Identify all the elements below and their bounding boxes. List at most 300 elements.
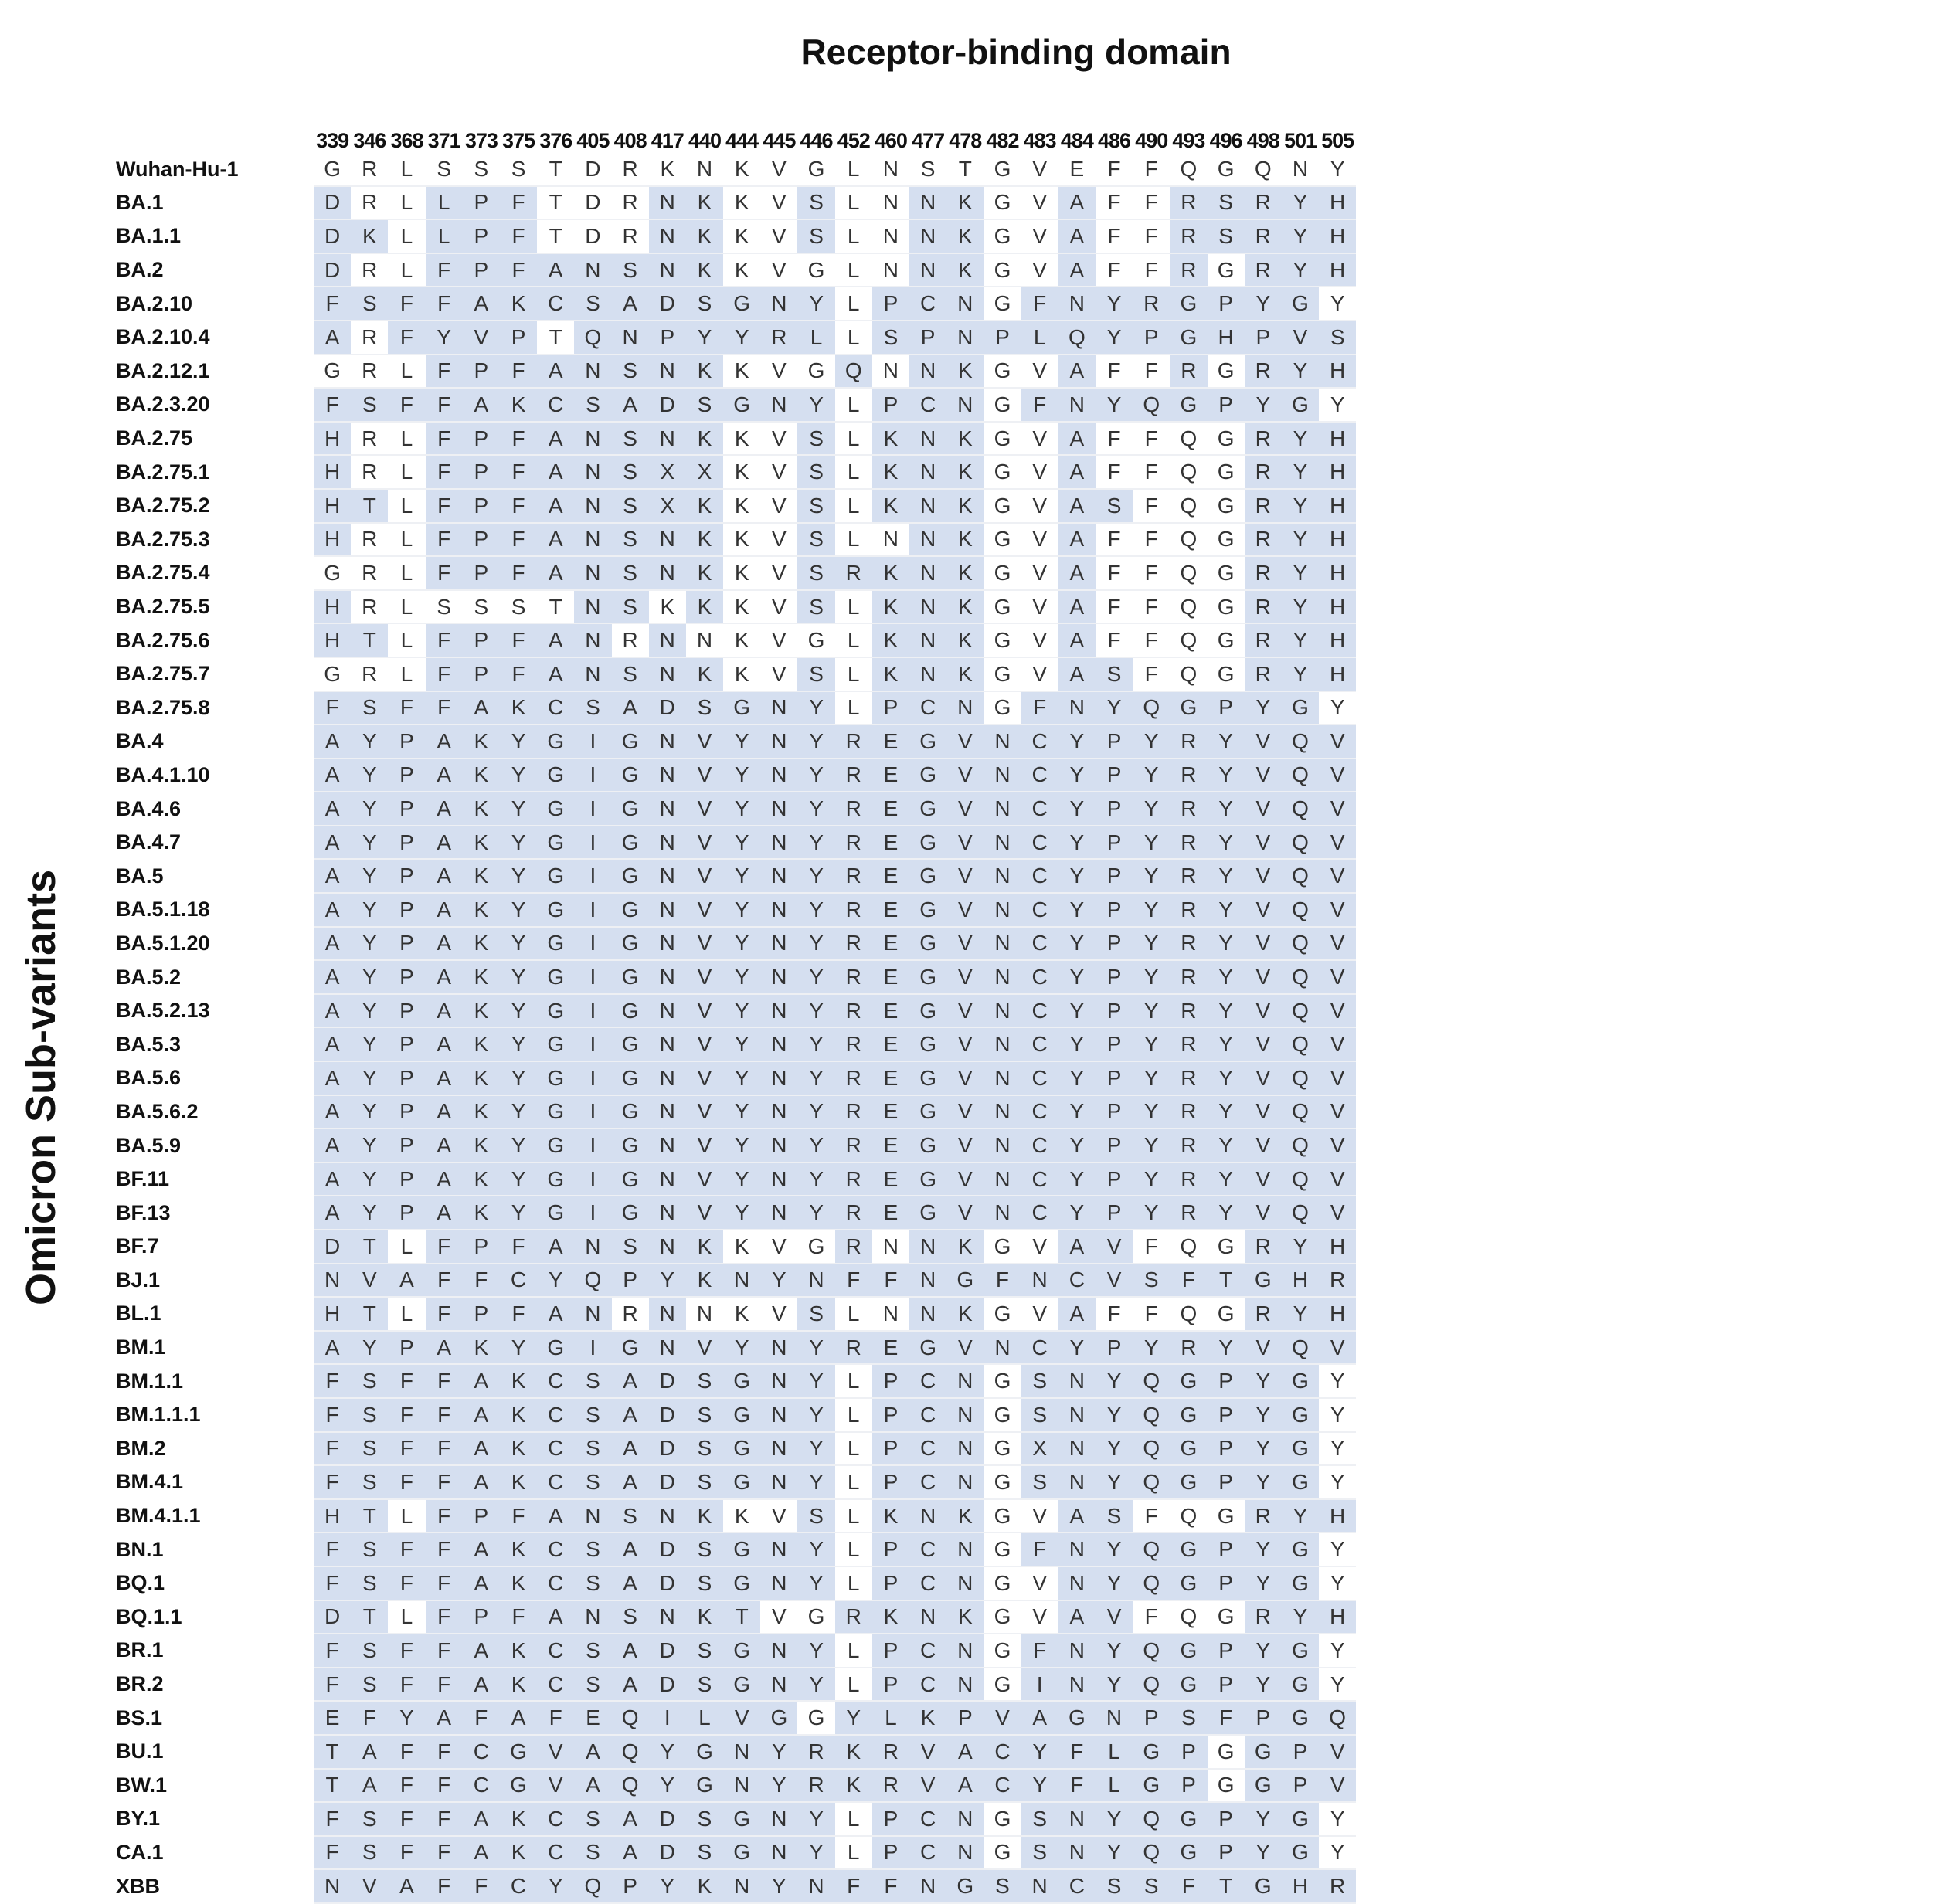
- residue-cell: K: [463, 1128, 500, 1162]
- residue-cell: S: [612, 1230, 649, 1264]
- residue-cell: G: [946, 1264, 984, 1298]
- residue-cell: Y: [500, 759, 537, 792]
- residue-cell: T: [537, 153, 574, 186]
- residue-cell: K: [946, 1600, 984, 1634]
- residue-cell: V: [946, 826, 984, 860]
- residue-cell: K: [500, 388, 537, 422]
- residue-cell: Y: [500, 1128, 537, 1162]
- residue-cell: G: [797, 1600, 834, 1634]
- residue-cell: G: [797, 253, 834, 287]
- residue-cell: N: [946, 1364, 984, 1398]
- residue-cell: V: [351, 1264, 388, 1298]
- residue-cell: K: [686, 1499, 723, 1533]
- residue-cell: F: [1133, 355, 1170, 389]
- residue-cell: I: [574, 1095, 611, 1129]
- residue-cell: N: [872, 253, 909, 287]
- residue-cell: V: [760, 355, 797, 389]
- residue-cell: T: [537, 321, 574, 355]
- residue-cell: V: [760, 153, 797, 186]
- residue-cell: V: [686, 1027, 723, 1061]
- residue-cell: P: [946, 1701, 984, 1735]
- residue-cell: L: [388, 1600, 425, 1634]
- residue-cell: V: [1245, 759, 1282, 792]
- residue-cell: N: [872, 186, 909, 220]
- residue-cell: L: [835, 590, 872, 624]
- residue-cell: V: [1245, 1027, 1282, 1061]
- residue-cell: A: [426, 826, 463, 860]
- residue-cell: K: [463, 1162, 500, 1196]
- residue-cell: Y: [1058, 759, 1096, 792]
- residue-cell: R: [351, 422, 388, 456]
- residue-cell: N: [872, 1230, 909, 1264]
- residue-cell: F: [426, 388, 463, 422]
- residue-cell: F: [314, 1465, 351, 1499]
- residue-cell: S: [574, 1836, 611, 1870]
- residue-cell: V: [946, 759, 984, 792]
- residue-cell: D: [649, 1634, 686, 1668]
- residue-cell: F: [1170, 1869, 1207, 1903]
- residue-cell: N: [314, 1264, 351, 1298]
- residue-cell: L: [1096, 1769, 1133, 1803]
- residue-cell: Y: [351, 893, 388, 927]
- residue-cell: K: [500, 1532, 537, 1566]
- residue-cell: K: [686, 1230, 723, 1264]
- residue-cell: C: [909, 1398, 946, 1432]
- residue-cell: V: [1319, 1331, 1356, 1365]
- residue-cell: H: [1208, 321, 1245, 355]
- residue-cell: K: [500, 1398, 537, 1432]
- residue-cell: S: [612, 1600, 649, 1634]
- residue-cell: X: [1021, 1432, 1058, 1466]
- position-label: 346: [353, 129, 386, 152]
- residue-cell: A: [1021, 1701, 1058, 1735]
- residue-cell: G: [1208, 1600, 1245, 1634]
- residue-cell: N: [649, 1600, 686, 1634]
- residue-cell: Y: [1245, 1465, 1282, 1499]
- residue-cell: F: [426, 253, 463, 287]
- position-label: 498: [1246, 129, 1279, 152]
- variant-row: [116, 1869, 1356, 1903]
- residue-cell: N: [760, 1532, 797, 1566]
- residue-cell: Y: [1133, 960, 1170, 994]
- residue-cell: R: [1170, 1331, 1207, 1365]
- position-label: 445: [763, 129, 796, 152]
- residue-cell: K: [872, 1600, 909, 1634]
- residue-cell: V: [760, 523, 797, 557]
- variant-name: BF.7: [116, 1234, 159, 1258]
- residue-cell: Q: [1282, 927, 1319, 961]
- residue-cell: E: [872, 1196, 909, 1230]
- residue-cell: V: [1245, 1162, 1282, 1196]
- residue-cell: N: [984, 1095, 1021, 1129]
- residue-cell: L: [388, 253, 425, 287]
- residue-cell: F: [388, 287, 425, 321]
- residue-cell: A: [1058, 590, 1096, 624]
- residue-cell: R: [351, 355, 388, 389]
- residue-cell: Y: [1282, 657, 1319, 691]
- residue-cell: Q: [1170, 1499, 1207, 1533]
- residue-cell: C: [463, 1735, 500, 1769]
- residue-cell: K: [649, 590, 686, 624]
- residue-cell: N: [686, 1297, 723, 1331]
- residue-cell: K: [946, 186, 984, 220]
- residue-cell: N: [574, 590, 611, 624]
- residue-cell: F: [426, 1735, 463, 1769]
- residue-cell: T: [351, 623, 388, 657]
- residue-cell: N: [760, 1061, 797, 1095]
- residue-cell: P: [1208, 1465, 1245, 1499]
- residue-cell: R: [835, 994, 872, 1028]
- residue-cell: K: [686, 355, 723, 389]
- residue-cell: Q: [574, 321, 611, 355]
- residue-cell: V: [760, 1230, 797, 1264]
- residue-cell: T: [1208, 1264, 1245, 1298]
- residue-cell: S: [686, 388, 723, 422]
- residue-cell: N: [574, 1600, 611, 1634]
- residue-cell: V: [1021, 422, 1058, 456]
- residue-cell: Y: [1245, 1836, 1282, 1870]
- residue-cell: G: [537, 1196, 574, 1230]
- residue-cell: N: [612, 321, 649, 355]
- residue-cell: K: [463, 1027, 500, 1061]
- position-label: 496: [1209, 129, 1242, 152]
- residue-cell: A: [1058, 1230, 1096, 1264]
- residue-cell: G: [314, 556, 351, 590]
- residue-cell: N: [1282, 153, 1319, 186]
- residue-cell: Y: [351, 960, 388, 994]
- residue-cell: T: [314, 1735, 351, 1769]
- variant-name: BJ.1: [116, 1268, 161, 1291]
- residue-cell: C: [1021, 859, 1058, 893]
- residue-cell: N: [574, 523, 611, 557]
- residue-cell: F: [463, 1869, 500, 1903]
- residue-cell: F: [1021, 691, 1058, 725]
- residue-cell: V: [686, 1095, 723, 1129]
- residue-cell: G: [1170, 1364, 1207, 1398]
- residue-cell: V: [1021, 657, 1058, 691]
- residue-cell: K: [463, 893, 500, 927]
- residue-cell: P: [463, 1499, 500, 1533]
- residue-cell: P: [463, 455, 500, 489]
- residue-cell: H: [1319, 590, 1356, 624]
- residue-cell: R: [835, 1331, 872, 1365]
- residue-cell: N: [909, 1499, 946, 1533]
- residue-cell: V: [946, 1162, 984, 1196]
- residue-cell: G: [537, 994, 574, 1028]
- residue-cell: Y: [797, 927, 834, 961]
- residue-cell: Y: [1133, 792, 1170, 826]
- residue-cell: Y: [1208, 1196, 1245, 1230]
- residue-cell: E: [872, 759, 909, 792]
- residue-cell: Y: [760, 1264, 797, 1298]
- residue-cell: P: [463, 489, 500, 523]
- residue-cell: Y: [500, 994, 537, 1028]
- residue-cell: K: [686, 489, 723, 523]
- residue-cell: S: [351, 1566, 388, 1600]
- residue-cell: S: [351, 1465, 388, 1499]
- variant-name: XBB: [116, 1874, 161, 1898]
- residue-cell: L: [835, 691, 872, 725]
- residue-cell: Y: [351, 1095, 388, 1129]
- residue-cell: G: [1245, 1769, 1282, 1803]
- residue-cell: V: [909, 1735, 946, 1769]
- residue-cell: Y: [537, 1869, 574, 1903]
- residue-cell: G: [723, 1364, 760, 1398]
- residue-cell: R: [1245, 253, 1282, 287]
- residue-cell: F: [500, 355, 537, 389]
- residue-cell: R: [835, 1061, 872, 1095]
- residue-cell: Y: [1058, 826, 1096, 860]
- residue-cell: A: [612, 1364, 649, 1398]
- residue-cell: I: [574, 1331, 611, 1365]
- residue-cell: D: [649, 1836, 686, 1870]
- residue-cell: N: [574, 455, 611, 489]
- residue-cell: G: [1208, 1735, 1245, 1769]
- residue-cell: L: [835, 253, 872, 287]
- residue-cell: S: [909, 153, 946, 186]
- residue-cell: F: [1133, 253, 1170, 287]
- residue-cell: G: [1208, 355, 1245, 389]
- residue-cell: G: [612, 759, 649, 792]
- residue-cell: S: [797, 422, 834, 456]
- residue-cell: G: [984, 186, 1021, 220]
- residue-cell: F: [500, 1600, 537, 1634]
- residue-cell: P: [1208, 1566, 1245, 1600]
- residue-cell: L: [835, 1634, 872, 1668]
- residue-cell: N: [984, 792, 1021, 826]
- residue-cell: T: [351, 1230, 388, 1264]
- residue-cell: K: [463, 1095, 500, 1129]
- residue-cell: N: [760, 1162, 797, 1196]
- residue-cell: I: [574, 893, 611, 927]
- residue-cell: F: [872, 1869, 909, 1903]
- variant-name: BA.5.2: [116, 965, 182, 989]
- residue-cell: K: [723, 153, 760, 186]
- residue-cell: F: [872, 1264, 909, 1298]
- residue-cell: G: [612, 927, 649, 961]
- residue-cell: Q: [1282, 759, 1319, 792]
- residue-cell: N: [574, 657, 611, 691]
- residue-cell: L: [388, 455, 425, 489]
- residue-cell: G: [1208, 1230, 1245, 1264]
- residue-cell: G: [909, 859, 946, 893]
- residue-cell: G: [984, 253, 1021, 287]
- residue-cell: L: [388, 523, 425, 557]
- residue-cell: R: [351, 455, 388, 489]
- residue-cell: P: [1170, 1735, 1207, 1769]
- residue-cell: Q: [1170, 455, 1207, 489]
- residue-cell: N: [574, 489, 611, 523]
- residue-cell: S: [686, 287, 723, 321]
- residue-cell: F: [426, 523, 463, 557]
- residue-cell: S: [686, 1566, 723, 1600]
- residue-cell: Y: [723, 927, 760, 961]
- residue-cell: N: [760, 725, 797, 759]
- residue-cell: C: [1021, 725, 1058, 759]
- variant-row: [116, 1668, 1356, 1702]
- residue-cell: L: [835, 455, 872, 489]
- residue-cell: A: [314, 1027, 351, 1061]
- residue-cell: C: [909, 1432, 946, 1466]
- residue-cell: Y: [1282, 623, 1319, 657]
- residue-cell: K: [500, 1432, 537, 1466]
- residue-cell: E: [872, 893, 909, 927]
- residue-cell: G: [909, 1196, 946, 1230]
- residue-cell: A: [1058, 422, 1096, 456]
- residue-cell: T: [351, 1600, 388, 1634]
- residue-cell: A: [314, 792, 351, 826]
- residue-cell: P: [463, 422, 500, 456]
- residue-cell: L: [835, 422, 872, 456]
- residue-cell: Q: [1282, 1128, 1319, 1162]
- residue-cell: N: [760, 1566, 797, 1600]
- residue-cell: N: [984, 1128, 1021, 1162]
- residue-cell: G: [612, 1162, 649, 1196]
- residue-cell: G: [686, 1769, 723, 1803]
- residue-cell: Y: [686, 321, 723, 355]
- residue-cell: Y: [1319, 1465, 1356, 1499]
- variant-row: [116, 1769, 1356, 1803]
- residue-cell: F: [1021, 1634, 1058, 1668]
- position-label: 478: [949, 129, 982, 152]
- residue-cell: R: [1245, 489, 1282, 523]
- residue-cell: E: [872, 1128, 909, 1162]
- variant-row: [116, 691, 1356, 725]
- residue-cell: T: [314, 1769, 351, 1803]
- residue-cell: F: [463, 1264, 500, 1298]
- residue-cell: Q: [835, 355, 872, 389]
- residue-cell: N: [649, 355, 686, 389]
- residue-cell: A: [1058, 489, 1096, 523]
- residue-cell: F: [500, 1499, 537, 1533]
- residue-cell: H: [314, 422, 351, 456]
- residue-cell: A: [537, 489, 574, 523]
- residue-cell: L: [835, 321, 872, 355]
- residue-cell: F: [1096, 422, 1133, 456]
- residue-cell: H: [1319, 455, 1356, 489]
- residue-cell: N: [760, 1802, 797, 1836]
- residue-cell: V: [1319, 859, 1356, 893]
- residue-cell: K: [463, 759, 500, 792]
- residue-cell: Y: [1319, 153, 1356, 186]
- residue-cell: C: [909, 1465, 946, 1499]
- residue-cell: A: [388, 1869, 425, 1903]
- residue-cell: N: [760, 1331, 797, 1365]
- residue-cell: N: [909, 186, 946, 220]
- residue-cell: Y: [1133, 1331, 1170, 1365]
- residue-cell: V: [760, 219, 797, 253]
- residue-cell: F: [314, 1836, 351, 1870]
- residue-cell: H: [1319, 623, 1356, 657]
- residue-cell: Y: [1208, 994, 1245, 1028]
- residue-cell: Y: [797, 994, 834, 1028]
- residue-cell: Y: [797, 1128, 834, 1162]
- residue-cell: S: [351, 1532, 388, 1566]
- residue-cell: V: [1021, 219, 1058, 253]
- residue-cell: L: [388, 153, 425, 186]
- residue-cell: Q: [1282, 792, 1319, 826]
- residue-cell: R: [612, 623, 649, 657]
- residue-cell: I: [574, 1061, 611, 1095]
- residue-cell: R: [1170, 759, 1207, 792]
- residue-cell: F: [1096, 186, 1133, 220]
- residue-cell: N: [1058, 1566, 1096, 1600]
- variant-name: BM.1: [116, 1336, 166, 1359]
- residue-cell: A: [314, 1128, 351, 1162]
- residue-cell: P: [872, 1432, 909, 1466]
- residue-cell: F: [500, 657, 537, 691]
- residue-cell: V: [760, 657, 797, 691]
- residue-cell: A: [612, 691, 649, 725]
- residue-cell: F: [463, 1701, 500, 1735]
- variant-row: [116, 826, 1356, 860]
- variant-row: [116, 422, 1356, 456]
- residue-cell: Y: [649, 1735, 686, 1769]
- residue-cell: Q: [1282, 994, 1319, 1028]
- residue-cell: G: [723, 691, 760, 725]
- residue-cell: Y: [351, 1128, 388, 1162]
- variant-name: BM.4.1.1: [116, 1504, 201, 1528]
- residue-cell: K: [946, 1230, 984, 1264]
- residue-cell: G: [612, 1095, 649, 1129]
- residue-cell: R: [612, 219, 649, 253]
- residue-cell: P: [1208, 1432, 1245, 1466]
- residue-cell: C: [537, 1364, 574, 1398]
- residue-cell: E: [872, 1095, 909, 1129]
- residue-cell: G: [537, 1128, 574, 1162]
- residue-cell: E: [872, 994, 909, 1028]
- residue-cell: Y: [1133, 1196, 1170, 1230]
- residue-cell: F: [1058, 1769, 1096, 1803]
- residue-cell: V: [1245, 859, 1282, 893]
- residue-cell: N: [760, 1095, 797, 1129]
- residue-cell: S: [500, 153, 537, 186]
- residue-cell: P: [500, 321, 537, 355]
- residue-cell: K: [946, 355, 984, 389]
- residue-cell: D: [314, 1230, 351, 1264]
- residue-cell: N: [574, 355, 611, 389]
- residue-cell: K: [909, 1701, 946, 1735]
- residue-cell: Y: [1282, 253, 1319, 287]
- residue-cell: F: [426, 1802, 463, 1836]
- residue-cell: N: [946, 321, 984, 355]
- residue-cell: N: [984, 1162, 1021, 1196]
- residue-cell: K: [872, 1499, 909, 1533]
- residue-cell: Y: [1133, 759, 1170, 792]
- residue-cell: Y: [1245, 1802, 1282, 1836]
- residue-cell: P: [463, 186, 500, 220]
- residue-cell: V: [686, 1331, 723, 1365]
- residue-cell: F: [1133, 523, 1170, 557]
- residue-cell: G: [612, 1061, 649, 1095]
- residue-cell: N: [574, 556, 611, 590]
- residue-cell: S: [797, 590, 834, 624]
- residue-cell: C: [1021, 960, 1058, 994]
- residue-cell: Y: [723, 759, 760, 792]
- residue-cell: A: [314, 859, 351, 893]
- residue-cell: V: [1319, 1196, 1356, 1230]
- residue-cell: Y: [649, 1869, 686, 1903]
- variant-name: BA.5.6: [116, 1066, 182, 1090]
- residue-cell: N: [984, 927, 1021, 961]
- residue-cell: S: [612, 355, 649, 389]
- residue-cell: K: [463, 1331, 500, 1365]
- residue-cell: N: [649, 893, 686, 927]
- residue-cell: L: [388, 422, 425, 456]
- residue-cell: N: [649, 1027, 686, 1061]
- residue-cell: K: [463, 792, 500, 826]
- residue-cell: P: [872, 388, 909, 422]
